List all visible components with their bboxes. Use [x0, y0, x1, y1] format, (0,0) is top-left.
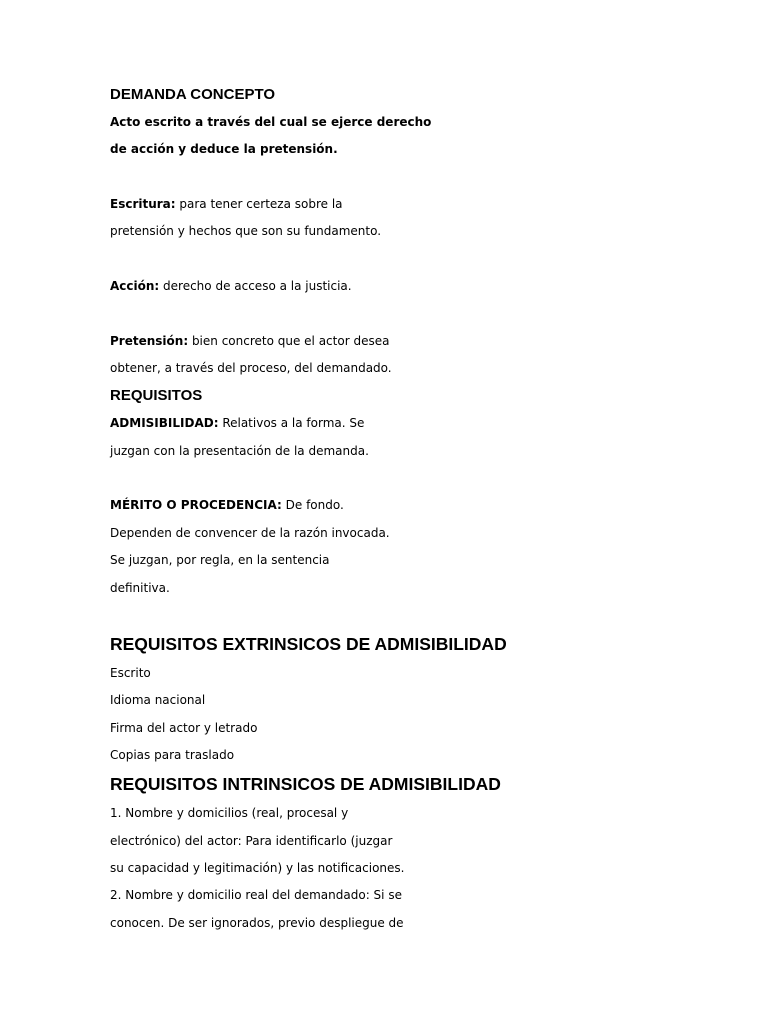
merito-term: MÉRITO O PROCEDENCIA: — [110, 498, 282, 512]
pretension-paragraph-line-2: obtener, a través del proceso, del demandado. — [110, 361, 392, 375]
merito-line-4: definitiva. — [110, 581, 170, 595]
escritura-paragraph-line-2: pretensión y hechos que son su fundamento. — [110, 224, 382, 238]
extrinsico-item: Firma del actor y letrado — [110, 721, 258, 735]
definition-line-1: Acto escrito a través del cual se ejerce derecho — [110, 115, 432, 129]
intrinsico-line: electrónico) del actor: Para identificarlo (juzgar — [110, 834, 393, 848]
admisibilidad-line-1 — [110, 417, 364, 429]
merito-line-2: Dependen de convencer de la razón invocada. — [110, 526, 390, 540]
merito-text-1: De fondo. — [281, 498, 344, 512]
admisibilidad-text-1: Relativos a la forma. Se — [218, 416, 365, 430]
escritura-term: Escritura: — [110, 197, 176, 211]
intrinsico-line: 2. Nombre y domicilio real del demandado: Si se — [110, 888, 402, 902]
accion-text: derecho de acceso a la justicia. — [159, 279, 352, 293]
extrinsico-item: Escrito — [110, 666, 151, 680]
heading-intrinsicos: REQUISITOS INTRINSICOS DE ADMISIBILIDAD — [110, 774, 501, 794]
intrinsico-line: conocen. De ser ignorados, previo despliegue de — [110, 916, 404, 930]
intrinsico-line: su capacidad y legitimación) y las notificaciones. — [110, 861, 405, 875]
heading-extrinsicos: REQUISITOS EXTRINSICOS DE ADMISIBILIDAD — [110, 634, 507, 654]
pretension-text-1: bien concreto que el actor desea — [188, 334, 390, 348]
escritura-text-1: para tener certeza sobre la — [175, 197, 343, 211]
admisibilidad-term: ADMISIBILIDAD: — [110, 416, 219, 430]
definition-line-2: de acción y deduce la pretensión. — [110, 142, 338, 156]
accion-term: Acción: — [110, 279, 160, 293]
pretension-term: Pretensión: — [110, 334, 189, 348]
extrinsico-item: Copias para traslado — [110, 748, 235, 762]
merito-line-1 — [110, 499, 344, 511]
admisibilidad-line-2: juzgan con la presentación de la demanda. — [110, 444, 369, 458]
heading-demanda-concepto: DEMANDA CONCEPTO — [110, 86, 276, 103]
merito-line-3: Se juzgan, por regla, en la sentencia — [110, 553, 330, 567]
accion-paragraph — [110, 280, 352, 292]
heading-requisitos: REQUISITOS — [110, 387, 203, 404]
pretension-paragraph-line-1 — [110, 335, 389, 347]
intrinsico-line: 1. Nombre y domicilios (real, procesal y — [110, 806, 349, 820]
escritura-paragraph-line-1 — [110, 198, 343, 210]
extrinsico-item: Idioma nacional — [110, 693, 206, 707]
